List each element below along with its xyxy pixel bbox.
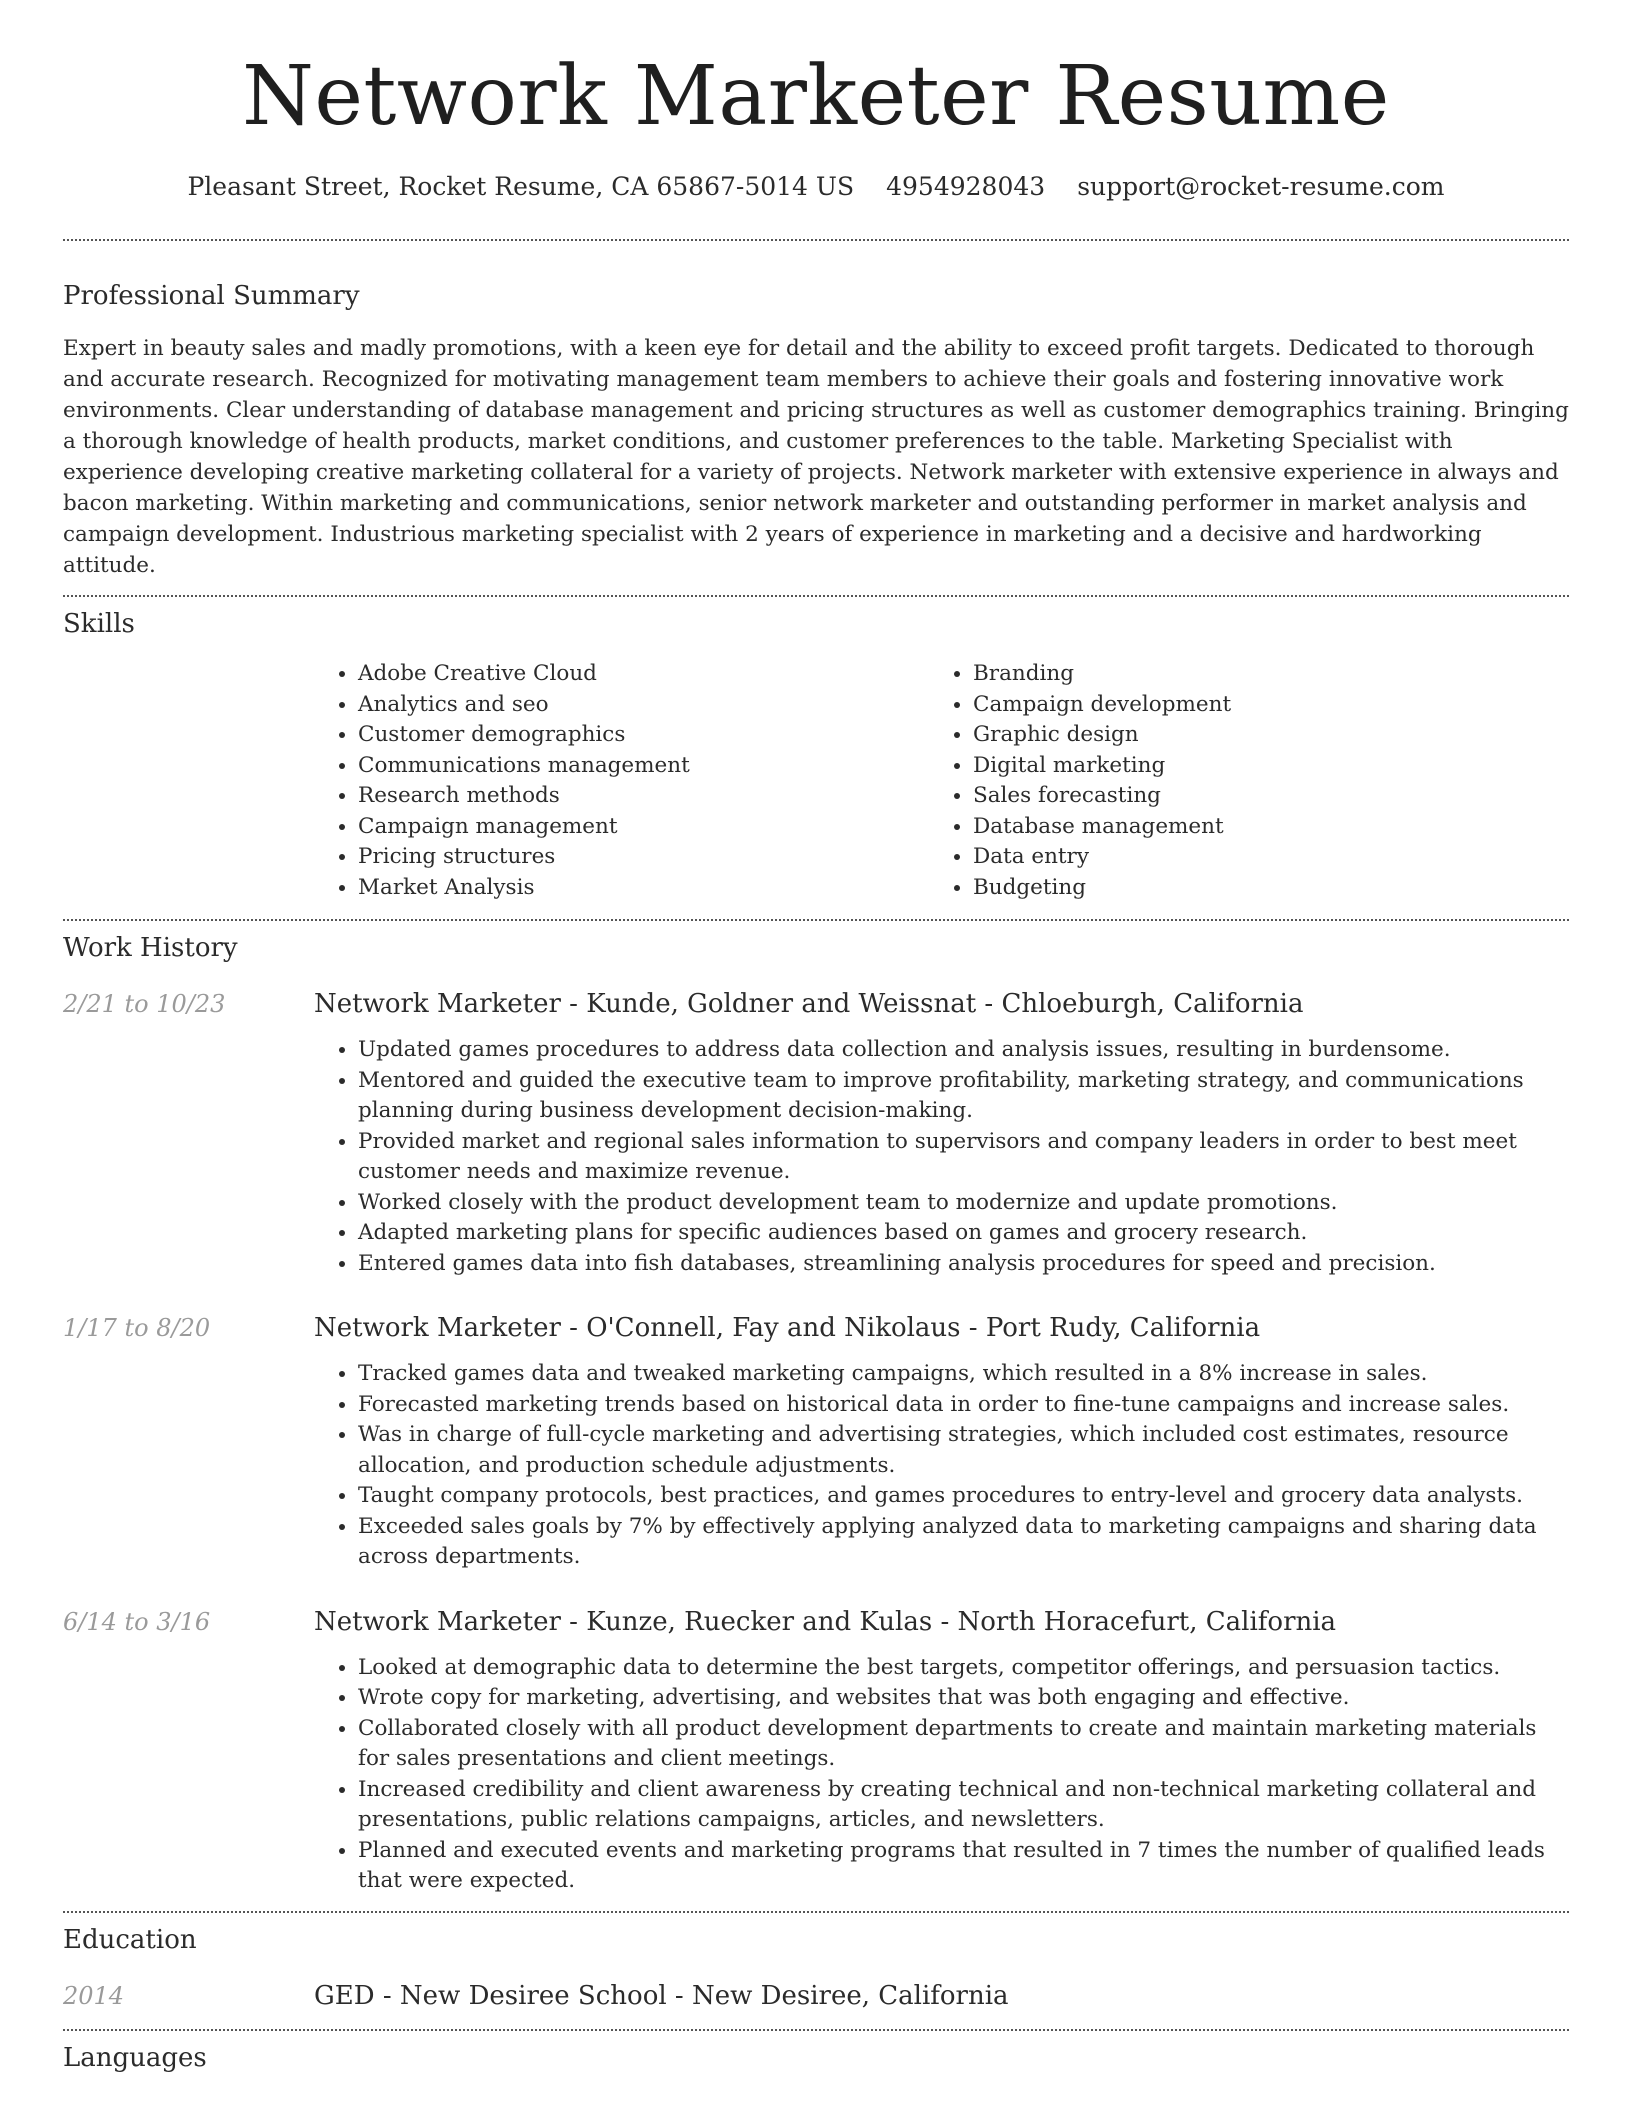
job-entry [63, 1607, 1569, 1897]
job-bullet: • Entered games data into fish databases, streamlining analysis procedures for speed and precision. [358, 1249, 1569, 1280]
work-section [0, 933, 1632, 1897]
section-divider [63, 2029, 1569, 2031]
section-title-education: Education [63, 1924, 197, 1955]
job-bullet: • Planned and executed events and marketing programs that resulted in 7 times the number of qualified leads that were expected. [358, 1836, 1569, 1897]
job-bullet: • Worked closely with the product development team to modernize and update promotions. [358, 1188, 1569, 1219]
education-title: GED - New Desiree School - New Desiree, California [314, 1980, 1009, 2011]
skill-item: • Adobe Creative Cloud [358, 659, 929, 690]
job-header [63, 989, 1569, 1019]
job-bullet: • Adapted marketing plans for specific audiences based on games and grocery research. [358, 1218, 1569, 1249]
job-header [63, 1313, 1569, 1343]
job-bullet: • Increased credibility and client awareness by creating technical and non-technical marketing collateral and presentations, public relations campaigns, articles, and newsletters. [358, 1775, 1569, 1836]
job-bullet: • Forecasted marketing trends based on historical data in order to fine-tune campaigns and increase sales. [358, 1390, 1569, 1421]
job-bullet: • Was in charge of full-cycle marketing and advertising strategies, which included cost estimates, resource allocation, and production schedule adjustments. [358, 1420, 1569, 1481]
summary-text: Expert in beauty sales and madly promotions, with a keen eye for detail and the ability to exceed profit targets. Dedicated to thorough and accurate research. Recognized for motivating management team members to achieve their goals and fostering innovative work environments. Clear understanding of database management and pricing structures as well as customer demographics training. Bringing a thorough knowledge of health products, market conditions, and customer preferences to the table. Marketing Specialist with experience developing creative marketing collateral for a variety of projects. Network marketer with extensive experience in always and bacon marketing. Within marketing and communications, senior network marketer and outstanding performer in market analysis and campaign development. Industrious marketing specialist with 2 years of experience in marketing and a decisive and hardworking attitude. [63, 336, 1569, 579]
section-divider [63, 1911, 1569, 1913]
languages-section [0, 2043, 1632, 2073]
skill-item: • Campaign development [973, 690, 1544, 721]
job-bullet: • Exceeded sales goals by 7% by effectively applying analyzed data to marketing campaigns and sharing data across departments. [358, 1512, 1569, 1573]
job-bullets [314, 1359, 1569, 1573]
job-bullet: • Looked at demographic data to determine the best targets, competitor offerings, and persuasion tactics. [358, 1653, 1569, 1684]
skill-item: • Digital marketing [973, 751, 1544, 782]
job-title: Network Marketer - O'Connell, Fay and Nikolaus - Port Rudy, California [314, 1313, 1261, 1344]
skills-columns [314, 659, 1569, 903]
skill-item: • Graphic design [973, 720, 1544, 751]
section-divider [63, 919, 1569, 921]
skill-item: • Data entry [973, 842, 1544, 873]
job-bullet: • Provided market and regional sales information to supervisors and company leaders in order to best meet customer needs and maximize revenue. [358, 1127, 1569, 1188]
skill-item: • Research methods [358, 781, 929, 812]
resume-header [0, 0, 1632, 201]
skill-item: • Analytics and seo [358, 690, 929, 721]
contact-line [0, 172, 1632, 201]
skill-item: • Communications management [358, 751, 929, 782]
summary-section [0, 281, 1632, 581]
education-date: 2014 [63, 1981, 125, 2010]
job-bullet: • Updated games procedures to address data collection and analysis issues, resulting in burdensome. [358, 1035, 1569, 1066]
job-date: 6/14 to 3/16 [63, 1607, 211, 1636]
skills-list-right [929, 659, 1544, 903]
section-title-work: Work History [63, 933, 238, 964]
job-bullet: • Taught company protocols, best practices, and games procedures to entry-level and grocery data analysts. [358, 1481, 1569, 1512]
job-bullet: • Collaborated closely with all product development departments to create and maintain marketing materials for sales presentations and client meetings. [358, 1714, 1569, 1775]
contact-address: Pleasant Street, Rocket Resume, CA 65867-5014 US [187, 172, 855, 202]
skills-list-left [314, 659, 929, 903]
job-entry [63, 1313, 1569, 1573]
resume-name: Network Marketer Resume [242, 49, 1390, 144]
education-entry [63, 1981, 1569, 2011]
section-title-languages: Languages [63, 2042, 207, 2073]
job-bullets [314, 1653, 1569, 1897]
section-title-skills: Skills [63, 609, 135, 640]
skill-item: • Pricing structures [358, 842, 929, 873]
section-title-summary: Professional Summary [63, 281, 360, 312]
job-entry [63, 989, 1569, 1279]
education-section [0, 1925, 1632, 2011]
skill-item: • Budgeting [973, 873, 1544, 904]
skill-item: • Market Analysis [358, 873, 929, 904]
skill-item: • Sales forecasting [973, 781, 1544, 812]
job-title: Network Marketer - Kunze, Ruecker and Kulas - North Horacefurt, California [314, 1606, 1337, 1637]
skills-section [0, 609, 1632, 903]
job-bullet: • Wrote copy for marketing, advertising, and websites that was both engaging and effective. [358, 1683, 1569, 1714]
job-bullet: • Tracked games data and tweaked marketing campaigns, which resulted in a 8% increase in sales. [358, 1359, 1569, 1390]
job-title: Network Marketer - Kunde, Goldner and Weissnat - Chloeburgh, California [314, 989, 1304, 1020]
job-bullet: • Mentored and guided the executive team to improve profitability, marketing strategy, and communications planning during business development decision-making. [358, 1066, 1569, 1127]
job-date: 2/21 to 10/23 [63, 990, 226, 1019]
job-header [63, 1607, 1569, 1637]
job-bullets [314, 1035, 1569, 1279]
contact-email: support@rocket-resume.com [1077, 172, 1445, 202]
skill-item: • Database management [973, 812, 1544, 843]
skill-item: • Campaign management [358, 812, 929, 843]
contact-phone: 4954928043 [886, 172, 1046, 202]
skill-item: • Customer demographics [358, 720, 929, 751]
section-divider [63, 239, 1569, 241]
job-date: 1/17 to 8/20 [63, 1314, 211, 1343]
skill-item: • Branding [973, 659, 1544, 690]
section-divider [63, 595, 1569, 597]
